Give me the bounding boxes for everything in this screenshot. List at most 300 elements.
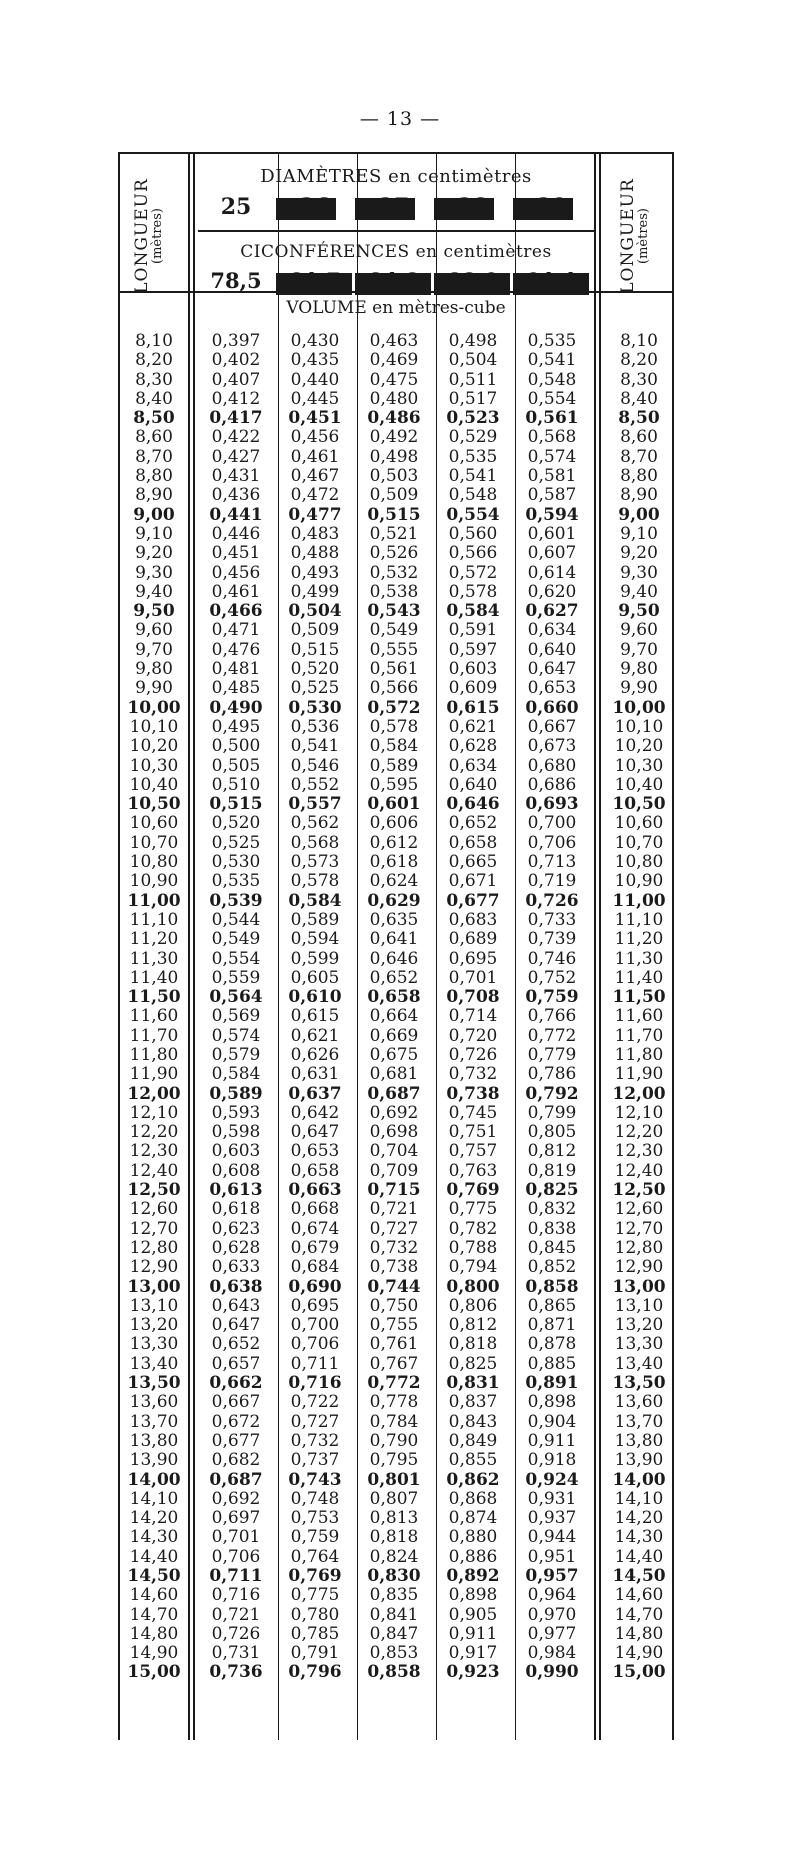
length-cell: 10,00 — [127, 697, 181, 718]
table-row — [118, 544, 674, 563]
length-cell: 14,00 — [127, 1469, 181, 1490]
volume-cell: 0,612 — [369, 832, 419, 853]
volume-cell: 0,490 — [209, 697, 263, 718]
volume-cell: 0,698 — [369, 1122, 419, 1143]
volume-cell: 0,824 — [369, 1546, 419, 1567]
table-row — [118, 1007, 674, 1026]
volume-cell: 0,572 — [367, 697, 421, 718]
volume-cell: 0,721 — [211, 1604, 261, 1625]
volume-cell: 0,796 — [288, 1662, 342, 1683]
volume-cell: 0,521 — [369, 523, 419, 544]
volume-cell: 0,761 — [369, 1334, 419, 1355]
table-row — [118, 1644, 674, 1663]
length-cell: 14,50 — [612, 1566, 666, 1586]
length-cell: 10,10 — [129, 716, 179, 737]
volume-cell: 0,603 — [211, 1141, 261, 1162]
volume-cell: 0,646 — [446, 794, 500, 815]
table-row — [118, 1509, 674, 1528]
circumferences-row — [198, 268, 594, 298]
length-cell: 13,00 — [612, 1276, 666, 1297]
table-row — [118, 853, 674, 872]
volume-cell: 0,652 — [448, 813, 498, 834]
volume-cell: 0,964 — [527, 1585, 577, 1606]
volume-cell: 0,552 — [290, 774, 340, 795]
length-label-right — [620, 166, 652, 306]
volume-cell: 0,731 — [211, 1643, 261, 1664]
volume-cell: 0,753 — [290, 1508, 340, 1529]
volume-cell: 0,471 — [211, 620, 261, 641]
circumference-value: 84,8 — [368, 268, 420, 293]
volume-cell: 0,640 — [448, 774, 498, 795]
volume-cell: 0,663 — [288, 1180, 342, 1201]
table-row — [118, 332, 674, 351]
length-cell: 10,80 — [614, 852, 664, 873]
length-cell: 11,70 — [614, 1025, 664, 1046]
volume-cell: 0,566 — [448, 543, 498, 564]
volume-cell: 0,488 — [290, 543, 340, 564]
volume-cell: 0,561 — [525, 408, 579, 429]
table-row — [118, 1393, 674, 1412]
volume-cell: 0,658 — [367, 987, 421, 1008]
length-cell: 13,70 — [129, 1411, 179, 1432]
volume-cell: 0,736 — [209, 1662, 263, 1683]
table-row — [118, 641, 674, 660]
volume-cell: 0,504 — [288, 601, 342, 622]
volume-cell: 0,609 — [448, 678, 498, 699]
length-cell: 9,50 — [618, 601, 660, 622]
volume-cell: 0,727 — [369, 1218, 419, 1239]
volume-cell: 0,624 — [369, 871, 419, 892]
volume-cell: 0,759 — [525, 987, 579, 1008]
volume-cell: 0,653 — [527, 678, 577, 699]
length-cell: 9,40 — [135, 581, 173, 602]
length-cell: 12,90 — [614, 1257, 664, 1278]
volume-cell: 0,766 — [527, 1006, 577, 1027]
volume-cell: 0,764 — [290, 1546, 340, 1567]
volume-cell: 0,689 — [448, 929, 498, 950]
rule-under-diameters — [198, 230, 594, 232]
volume-cell: 0,647 — [211, 1315, 261, 1336]
table-row — [118, 371, 674, 390]
volume-cell: 0,727 — [290, 1411, 340, 1432]
volume-cell: 0,526 — [369, 543, 419, 564]
length-label-right-main: LONGUEUR — [618, 178, 638, 294]
volume-cell: 0,681 — [369, 1064, 419, 1085]
length-cell: 10,30 — [614, 755, 664, 776]
volume-cell: 0,791 — [290, 1643, 340, 1664]
table-row — [118, 1162, 674, 1181]
table-row — [118, 351, 674, 370]
table-row — [118, 409, 674, 428]
volume-cell: 0,918 — [527, 1450, 577, 1471]
volume-cell: 0,499 — [290, 581, 340, 602]
length-cell: 13,10 — [129, 1295, 179, 1316]
length-cell: 13,10 — [614, 1295, 664, 1316]
volume-cell: 0,466 — [209, 601, 263, 622]
length-cell: 11,10 — [129, 909, 179, 930]
volume-cell: 0,509 — [290, 620, 340, 641]
length-cell: 8,50 — [618, 408, 660, 429]
volume-cell: 0,806 — [448, 1295, 498, 1316]
length-cell: 9,30 — [620, 562, 658, 583]
volume-cell: 0,812 — [527, 1141, 577, 1162]
volume-cell: 0,711 — [209, 1566, 263, 1586]
volume-cell: 0,461 — [290, 446, 340, 467]
volume-cell: 0,615 — [290, 1006, 340, 1027]
volume-cell: 0,818 — [369, 1527, 419, 1548]
volume-cell: 0,504 — [448, 350, 498, 371]
volume-cell: 0,628 — [211, 1237, 261, 1258]
table-row — [118, 621, 674, 640]
table-row — [118, 1239, 674, 1258]
volume-cell: 0,529 — [448, 427, 498, 448]
circumference-value: 81,7 — [289, 268, 341, 293]
length-cell: 8,30 — [135, 369, 173, 390]
volume-cell: 0,719 — [527, 871, 577, 892]
volume-cell: 0,757 — [448, 1141, 498, 1162]
volume-cell: 0,726 — [525, 890, 579, 911]
length-cell: 13,30 — [129, 1334, 179, 1355]
volume-cell: 0,726 — [211, 1623, 261, 1644]
volume-cell: 0,535 — [211, 871, 261, 892]
length-cell: 10,50 — [127, 794, 181, 815]
length-cell: 14,50 — [127, 1566, 181, 1586]
table-row — [118, 486, 674, 505]
length-cell: 8,40 — [135, 388, 173, 409]
volume-cell: 0,737 — [290, 1450, 340, 1471]
length-label-right-unit: (mètres) — [636, 208, 651, 264]
volume-cell: 0,629 — [367, 890, 421, 911]
volume-cell: 0,572 — [448, 562, 498, 583]
circumference-value: 88,0 — [447, 268, 499, 293]
volume-cell: 0,475 — [369, 369, 419, 390]
volume-cell: 0,671 — [448, 871, 498, 892]
length-cell: 13,80 — [129, 1430, 179, 1451]
volume-cell: 0,669 — [369, 1025, 419, 1046]
volume-title: VOLUME en mètres-cube — [286, 298, 506, 318]
table-row — [118, 699, 674, 718]
length-cell: 10,40 — [614, 774, 664, 795]
length-cell: 9,60 — [620, 620, 658, 641]
length-cell: 12,10 — [129, 1102, 179, 1123]
volume-cell: 0,769 — [288, 1566, 342, 1586]
length-cell: 14,30 — [129, 1527, 179, 1548]
length-cell: 14,90 — [129, 1643, 179, 1664]
length-cell: 12,30 — [614, 1141, 664, 1162]
volume-cell: 0,422 — [211, 427, 261, 448]
length-cell: 8,20 — [135, 350, 173, 371]
length-cell: 14,60 — [129, 1585, 179, 1606]
table-row — [118, 834, 674, 853]
volume-cell: 0,794 — [448, 1257, 498, 1278]
volume-cell: 0,853 — [369, 1643, 419, 1664]
volume-cell: 0,613 — [209, 1180, 263, 1201]
length-cell: 11,10 — [614, 909, 664, 930]
volume-cell: 0,605 — [290, 967, 340, 988]
volume-cell: 0,615 — [446, 697, 500, 718]
volume-cell: 0,831 — [446, 1373, 500, 1394]
volume-cell: 0,581 — [527, 466, 577, 487]
table-row — [118, 602, 674, 621]
volume-cell: 0,713 — [527, 852, 577, 873]
volume-cell: 0,701 — [448, 967, 498, 988]
length-cell: 11,50 — [127, 987, 181, 1008]
table-row — [118, 930, 674, 949]
volume-cell: 0,665 — [448, 852, 498, 873]
volume-cell: 0,440 — [290, 369, 340, 390]
length-cell: 10,90 — [129, 871, 179, 892]
volume-cell: 0,480 — [369, 388, 419, 409]
volume-cell: 0,683 — [448, 909, 498, 930]
volume-cell: 0,904 — [527, 1411, 577, 1432]
volume-cell: 0,640 — [527, 639, 577, 660]
volume-cell: 0,677 — [211, 1430, 261, 1451]
volume-cell: 0,493 — [290, 562, 340, 583]
volume-cell: 0,515 — [367, 504, 421, 525]
volume-cell: 0,562 — [290, 813, 340, 834]
volume-cell: 0,657 — [211, 1353, 261, 1374]
length-cell: 14,90 — [614, 1643, 664, 1664]
volume-cell: 0,436 — [211, 485, 261, 506]
length-cell: 12,60 — [129, 1199, 179, 1220]
volume-cell: 0,885 — [527, 1353, 577, 1374]
volume-cell: 0,467 — [290, 466, 340, 487]
volume-cell: 0,549 — [369, 620, 419, 641]
table-body — [118, 332, 674, 1683]
volume-cell: 0,573 — [290, 852, 340, 873]
volume-cell: 0,800 — [446, 1276, 500, 1297]
length-label-left-unit: (mètres) — [150, 208, 165, 264]
volume-cell: 0,430 — [290, 331, 340, 351]
length-cell: 11,40 — [614, 967, 664, 988]
volume-cell: 0,911 — [527, 1430, 577, 1451]
volume-cell: 0,924 — [525, 1469, 579, 1490]
table-row — [118, 1297, 674, 1316]
volume-cell: 0,446 — [211, 523, 261, 544]
length-cell: 12,20 — [614, 1122, 664, 1143]
volume-cell: 0,838 — [527, 1218, 577, 1239]
length-cell: 15,00 — [127, 1662, 181, 1683]
volume-cell: 0,402 — [211, 350, 261, 371]
length-cell: 10,50 — [612, 794, 666, 815]
length-cell: 9,90 — [135, 678, 173, 699]
table-row — [118, 776, 674, 795]
length-cell: 14,40 — [614, 1546, 664, 1567]
volume-cell: 0,469 — [369, 350, 419, 371]
volume-cell: 0,638 — [209, 1276, 263, 1297]
volume-cell: 0,706 — [290, 1334, 340, 1355]
volume-cell: 0,591 — [448, 620, 498, 641]
length-cell: 9,20 — [135, 543, 173, 564]
length-cell: 8,10 — [135, 331, 173, 351]
volume-cell: 0,812 — [448, 1315, 498, 1336]
volume-cell: 0,732 — [369, 1237, 419, 1258]
volume-cell: 0,500 — [211, 736, 261, 757]
length-cell: 12,60 — [614, 1199, 664, 1220]
volume-cell: 0,686 — [527, 774, 577, 795]
volume-cell: 0,603 — [448, 659, 498, 680]
volume-cell: 0,858 — [367, 1662, 421, 1683]
table-row — [118, 1316, 674, 1335]
volume-cell: 0,498 — [369, 446, 419, 467]
volume-cell: 0,608 — [211, 1160, 261, 1181]
volume-cell: 0,584 — [288, 890, 342, 911]
volume-cell: 0,618 — [369, 852, 419, 873]
volume-cell: 0,620 — [527, 581, 577, 602]
volume-cell: 0,692 — [369, 1102, 419, 1123]
length-cell: 9,10 — [620, 523, 658, 544]
volume-cell: 0,618 — [211, 1199, 261, 1220]
length-cell: 11,90 — [129, 1064, 179, 1085]
volume-cell: 0,849 — [448, 1430, 498, 1451]
volume-cell: 0,492 — [369, 427, 419, 448]
length-cell: 12,40 — [614, 1160, 664, 1181]
volume-cell: 0,738 — [369, 1257, 419, 1278]
volume-cell: 0,687 — [367, 1083, 421, 1104]
volume-cell: 0,495 — [211, 716, 261, 737]
volume-cell: 0,509 — [369, 485, 419, 506]
volume-cell: 0,626 — [290, 1044, 340, 1065]
volume-cell: 0,463 — [369, 331, 419, 351]
length-cell: 12,00 — [127, 1083, 181, 1104]
volume-cell: 0,755 — [369, 1315, 419, 1336]
length-cell: 12,90 — [129, 1257, 179, 1278]
table-row — [118, 525, 674, 544]
volume-cell: 0,593 — [211, 1102, 261, 1123]
volume-cell: 0,706 — [527, 832, 577, 853]
table-row — [118, 564, 674, 583]
length-cell: 10,30 — [129, 755, 179, 776]
volume-cell: 0,589 — [209, 1083, 263, 1104]
volume-cell: 0,739 — [527, 929, 577, 950]
volume-cell: 0,886 — [448, 1546, 498, 1567]
volume-cell: 0,778 — [369, 1392, 419, 1413]
table-row — [118, 1142, 674, 1161]
length-cell: 8,30 — [620, 369, 658, 390]
volume-cell: 0,923 — [446, 1662, 500, 1683]
volume-cell: 0,546 — [290, 755, 340, 776]
length-cell: 13,40 — [614, 1353, 664, 1374]
length-cell: 10,70 — [614, 832, 664, 853]
volume-cell: 0,748 — [290, 1488, 340, 1509]
volume-cell: 0,716 — [211, 1585, 261, 1606]
length-cell: 11,20 — [129, 929, 179, 950]
volume-cell: 0,782 — [448, 1218, 498, 1239]
volume-cell: 0,984 — [527, 1643, 577, 1664]
volume-cell: 0,515 — [290, 639, 340, 660]
volume-cell: 0,891 — [525, 1373, 579, 1394]
volume-cell: 0,695 — [290, 1295, 340, 1316]
volume-cell: 0,652 — [369, 967, 419, 988]
volume-cell: 0,677 — [446, 890, 500, 911]
length-cell: 12,50 — [127, 1180, 181, 1201]
table-row — [118, 1258, 674, 1277]
volume-cell: 0,951 — [527, 1546, 577, 1567]
volume-cell: 0,711 — [290, 1353, 340, 1374]
volume-cell: 0,917 — [448, 1643, 498, 1664]
volume-cell: 0,477 — [288, 504, 342, 525]
table-row — [118, 583, 674, 602]
volume-cell: 0,845 — [527, 1237, 577, 1258]
volume-cell: 0,697 — [211, 1508, 261, 1529]
length-cell: 9,80 — [135, 659, 173, 680]
volume-cell: 0,684 — [290, 1257, 340, 1278]
table-row — [118, 1123, 674, 1142]
volume-cell: 0,673 — [527, 736, 577, 757]
volume-cell: 0,871 — [527, 1315, 577, 1336]
volume-cell: 0,584 — [211, 1064, 261, 1085]
length-cell: 10,80 — [129, 852, 179, 873]
volume-cell: 0,599 — [290, 948, 340, 969]
volume-cell: 0,679 — [290, 1237, 340, 1258]
volume-cell: 0,483 — [290, 523, 340, 544]
length-cell: 11,40 — [129, 967, 179, 988]
volume-cell: 0,641 — [369, 929, 419, 950]
volume-cell: 0,706 — [211, 1546, 261, 1567]
table-row — [118, 795, 674, 814]
length-cell: 11,70 — [129, 1025, 179, 1046]
volume-cell: 0,530 — [288, 697, 342, 718]
volume-cell: 0,911 — [448, 1623, 498, 1644]
length-cell: 11,60 — [614, 1006, 664, 1027]
volume-cell: 0,746 — [527, 948, 577, 969]
volume-cell: 0,825 — [525, 1180, 579, 1201]
table-row — [118, 1027, 674, 1046]
table-row — [118, 1355, 674, 1374]
volume-cell: 0,557 — [288, 794, 342, 815]
volume-cell: 0,752 — [527, 967, 577, 988]
table-row — [118, 1451, 674, 1470]
circumferences-title: CICONFÉRENCES en centimètres — [240, 242, 552, 262]
volume-cell: 0,682 — [211, 1450, 261, 1471]
volume-cell: 0,750 — [369, 1295, 419, 1316]
length-cell: 10,20 — [614, 736, 664, 757]
length-cell: 13,50 — [612, 1373, 666, 1394]
volume-cell: 0,598 — [211, 1122, 261, 1143]
length-cell: 8,10 — [620, 331, 658, 351]
volume-cell: 0,614 — [527, 562, 577, 583]
length-cell: 9,10 — [135, 523, 173, 544]
table-row — [118, 428, 674, 447]
volume-cell: 0,858 — [525, 1276, 579, 1297]
volume-cell: 0,841 — [369, 1604, 419, 1625]
volume-cell: 0,772 — [527, 1025, 577, 1046]
volume-cell: 0,805 — [527, 1122, 577, 1143]
volume-cell: 0,476 — [211, 639, 261, 660]
volume-cell: 0,621 — [448, 716, 498, 737]
volume-cell: 0,589 — [369, 755, 419, 776]
table-row — [118, 1432, 674, 1451]
volume-cell: 0,944 — [527, 1527, 577, 1548]
volume-cell: 0,786 — [527, 1064, 577, 1085]
volume-cell: 0,905 — [448, 1604, 498, 1625]
table-row — [118, 1625, 674, 1644]
volume-cell: 0,687 — [209, 1469, 263, 1490]
volume-cell: 0,726 — [448, 1044, 498, 1065]
volume-cell: 0,594 — [525, 504, 579, 525]
table-row — [118, 969, 674, 988]
volume-cell: 0,417 — [209, 408, 263, 429]
volume-cell: 0,852 — [527, 1257, 577, 1278]
length-cell: 14,20 — [614, 1508, 664, 1529]
length-cell: 8,70 — [135, 446, 173, 467]
volume-cell: 0,631 — [290, 1064, 340, 1085]
volume-cell: 0,538 — [369, 581, 419, 602]
volume-cell: 0,714 — [448, 1006, 498, 1027]
volume-cell: 0,868 — [448, 1488, 498, 1509]
length-cell: 14,10 — [614, 1488, 664, 1509]
volume-cell: 0,652 — [211, 1334, 261, 1355]
